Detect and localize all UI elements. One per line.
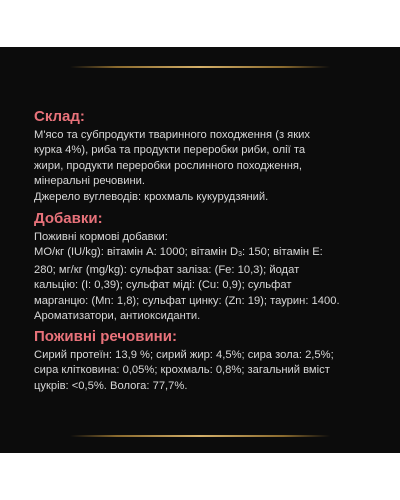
additives-line: кальцію: (I: 0,39); сульфат міді: (Cu: 0,9); сульфат: [34, 279, 292, 292]
carbohydrate-source-line: Джерело вуглеводів: крохмаль кукурудзяний.: [34, 190, 269, 203]
nutrients-section: [34, 328, 374, 394]
composition-section: [34, 108, 374, 205]
composition-text: [34, 128, 374, 205]
vitamins-text-b: : 150; вітамін Е:: [242, 246, 323, 259]
bottom-gold-divider: [70, 435, 330, 437]
composition-heading: Склад:: [34, 108, 85, 125]
nutrients-line: Сирий протеїн: 13,9 %; сирий жир: 4,5%; сира зола: 2,5%;: [34, 349, 334, 361]
ingredients-panel: [0, 47, 400, 453]
nutrients-text: [34, 348, 374, 394]
additives-line: Ароматизатори, антиоксиданти.: [34, 310, 201, 323]
additives-section: [34, 210, 374, 324]
additives-line: Поживні кормові добавки:: [34, 231, 168, 243]
top-gold-divider: [70, 66, 330, 68]
additives-text: [34, 230, 374, 324]
additives-line: 280; мг/кг (mg/kg): сульфат заліза: (Fe: 10,3); йодат: [34, 263, 300, 276]
nutrients-line: сира клітковина: 0,05%; крохмаль: 0,8%; загальний вміст: [34, 364, 330, 377]
composition-line: жири, продукти переробки рослинного походження,: [34, 159, 303, 172]
vitamin-d-subscript: 3: [238, 251, 242, 259]
nutrients-line: цукрів: <0,5%. Волога: 77,7%.: [34, 379, 188, 392]
additives-heading: Добавки:: [34, 210, 103, 227]
vitamins-line: [34, 245, 374, 262]
composition-line: мінеральні речовини.: [34, 175, 146, 188]
additives-line: марганцю: (Mn: 1,8); сульфат цинку: (Zn: 19); таурин: 1400.: [34, 294, 340, 307]
composition-line: М'ясо та субпродукти тваринного походження (з яких: [34, 129, 310, 141]
nutrients-heading: Поживні речовини:: [34, 328, 177, 345]
vitamins-text-a: МО/кг (IU/kg): вітамін А: 1000; вітамін D: [34, 246, 239, 259]
composition-line: курка 4%), риба та продукти переробки риби, олії та: [34, 144, 306, 157]
